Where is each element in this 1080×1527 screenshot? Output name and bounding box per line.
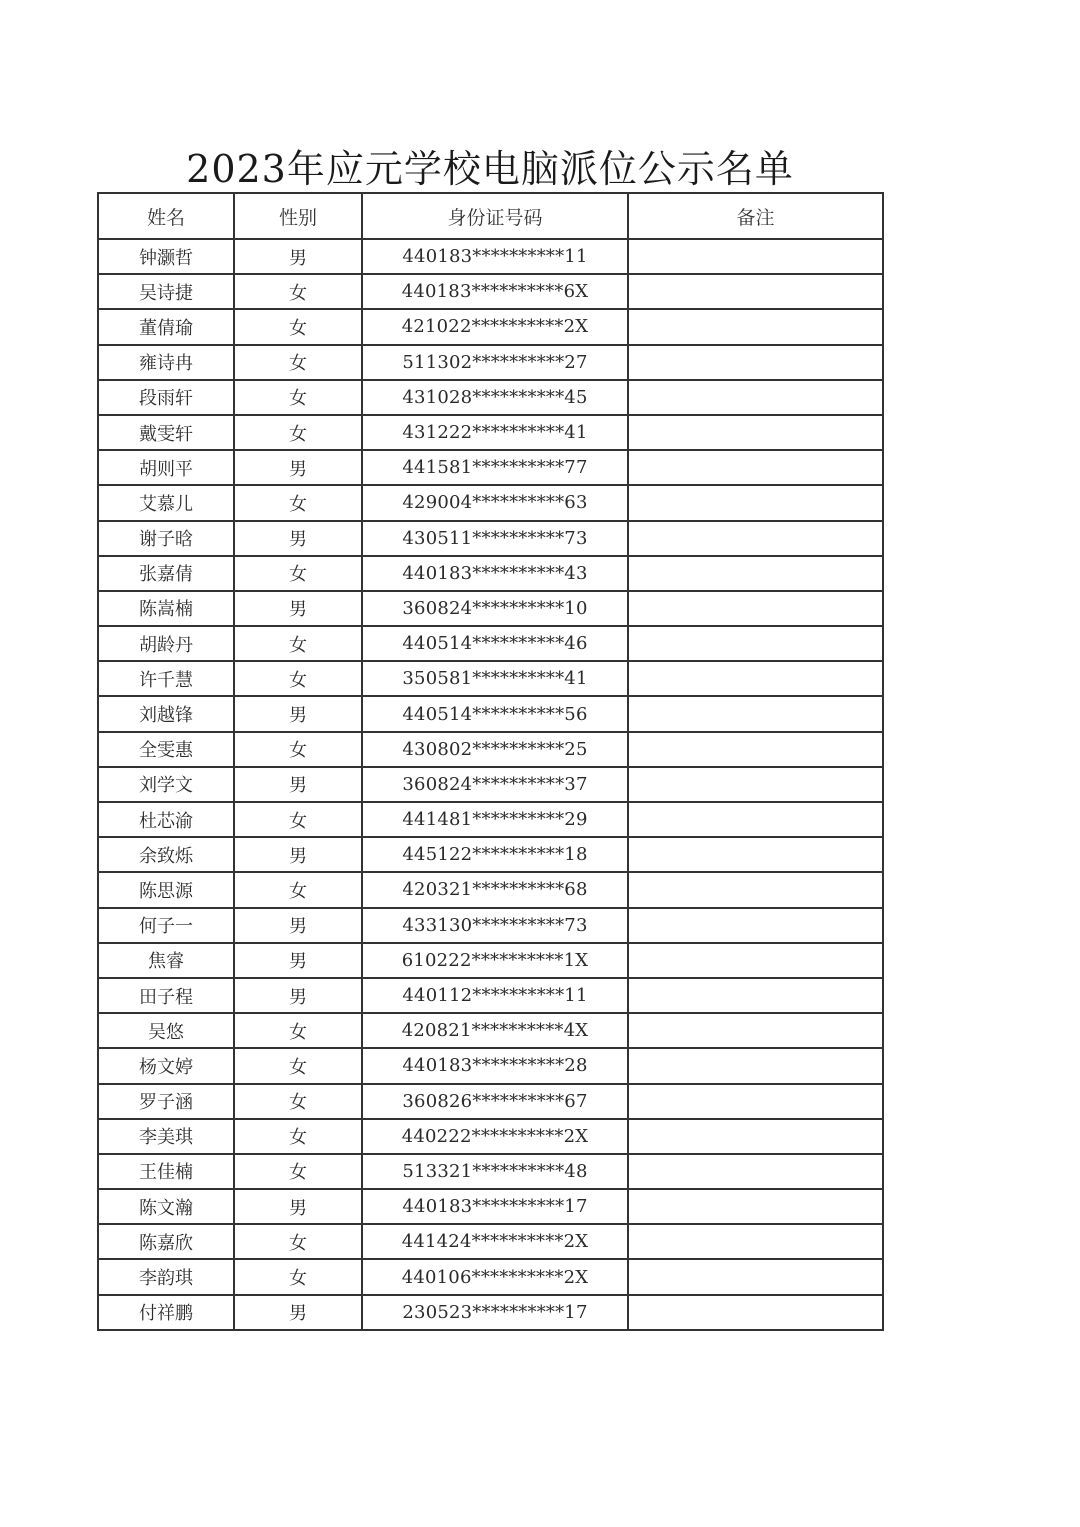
cell-id: 441581**********77 — [362, 450, 628, 485]
cell-id: 445122**********18 — [362, 837, 628, 872]
cell-gender: 男 — [234, 591, 362, 626]
table-row — [98, 1013, 883, 1048]
cell-name: 钟灏哲 — [98, 239, 234, 274]
cell-note — [628, 1259, 883, 1294]
cell-note — [628, 837, 883, 872]
cell-id: 420321**********68 — [362, 872, 628, 907]
cell-id: 440183**********11 — [362, 239, 628, 274]
cell-note — [628, 380, 883, 415]
cell-id: 440183**********43 — [362, 556, 628, 591]
cell-gender: 女 — [234, 380, 362, 415]
cell-note — [628, 626, 883, 661]
cell-gender: 男 — [234, 943, 362, 978]
cell-name: 雍诗冉 — [98, 345, 234, 380]
cell-note — [628, 415, 883, 450]
cell-gender: 女 — [234, 274, 362, 309]
cell-note — [628, 274, 883, 309]
cell-name: 段雨轩 — [98, 380, 234, 415]
cell-id: 511302**********27 — [362, 345, 628, 380]
cell-note — [628, 1295, 883, 1330]
header-id: 身份证号码 — [362, 193, 628, 239]
roster-table — [97, 192, 884, 1331]
cell-name: 王佳楠 — [98, 1154, 234, 1189]
cell-name: 余致烁 — [98, 837, 234, 872]
table-header-row — [98, 193, 883, 239]
cell-id: 430511**********73 — [362, 521, 628, 556]
cell-note — [628, 1154, 883, 1189]
cell-gender: 男 — [234, 767, 362, 802]
cell-name: 戴雯轩 — [98, 415, 234, 450]
header-note: 备注 — [628, 193, 883, 239]
cell-name: 吴悠 — [98, 1013, 234, 1048]
cell-name: 陈嘉欣 — [98, 1224, 234, 1259]
table-row — [98, 1189, 883, 1224]
cell-id: 440112**********11 — [362, 978, 628, 1013]
table-row — [98, 1084, 883, 1119]
cell-id: 230523**********17 — [362, 1295, 628, 1330]
cell-id: 441424**********2X — [362, 1224, 628, 1259]
cell-id: 433130**********73 — [362, 908, 628, 943]
cell-gender: 女 — [234, 802, 362, 837]
cell-note — [628, 767, 883, 802]
cell-id: 431222**********41 — [362, 415, 628, 450]
table-row — [98, 943, 883, 978]
cell-id: 420821**********4X — [362, 1013, 628, 1048]
cell-gender: 男 — [234, 908, 362, 943]
table-row — [98, 450, 883, 485]
cell-name: 陈文瀚 — [98, 1189, 234, 1224]
cell-gender: 女 — [234, 1224, 362, 1259]
cell-id: 440106**********2X — [362, 1259, 628, 1294]
cell-note — [628, 309, 883, 344]
cell-note — [628, 732, 883, 767]
table-row — [98, 908, 883, 943]
cell-note — [628, 1119, 883, 1154]
cell-name: 谢子晗 — [98, 521, 234, 556]
cell-id: 350581**********41 — [362, 661, 628, 696]
cell-name: 李韵琪 — [98, 1259, 234, 1294]
table-row — [98, 415, 883, 450]
cell-name: 胡龄丹 — [98, 626, 234, 661]
cell-id: 440222**********2X — [362, 1119, 628, 1154]
cell-name: 李美琪 — [98, 1119, 234, 1154]
cell-note — [628, 1084, 883, 1119]
cell-name: 许千慧 — [98, 661, 234, 696]
cell-gender: 女 — [234, 1084, 362, 1119]
cell-gender: 男 — [234, 1295, 362, 1330]
cell-name: 陈思源 — [98, 872, 234, 907]
cell-note — [628, 1224, 883, 1259]
cell-gender: 男 — [234, 450, 362, 485]
cell-gender: 女 — [234, 626, 362, 661]
table-row — [98, 1224, 883, 1259]
cell-name: 焦睿 — [98, 943, 234, 978]
cell-gender: 男 — [234, 696, 362, 731]
table-row — [98, 1295, 883, 1330]
cell-name: 付祥鹏 — [98, 1295, 234, 1330]
cell-gender: 女 — [234, 661, 362, 696]
cell-note — [628, 872, 883, 907]
cell-note — [628, 450, 883, 485]
cell-id: 440514**********56 — [362, 696, 628, 731]
cell-id: 431028**********45 — [362, 380, 628, 415]
cell-name: 罗子涵 — [98, 1084, 234, 1119]
table-row — [98, 1154, 883, 1189]
cell-note — [628, 908, 883, 943]
cell-id: 440514**********46 — [362, 626, 628, 661]
cell-note — [628, 978, 883, 1013]
cell-note — [628, 696, 883, 731]
header-name: 姓名 — [98, 193, 234, 239]
cell-name: 何子一 — [98, 908, 234, 943]
cell-name: 陈嵩楠 — [98, 591, 234, 626]
cell-gender: 女 — [234, 732, 362, 767]
table-row — [98, 274, 883, 309]
cell-name: 杨文婷 — [98, 1048, 234, 1083]
cell-note — [628, 1048, 883, 1083]
cell-gender: 女 — [234, 1154, 362, 1189]
cell-gender: 女 — [234, 345, 362, 380]
cell-note — [628, 1189, 883, 1224]
header-gender: 性别 — [234, 193, 362, 239]
table-row — [98, 661, 883, 696]
cell-gender: 男 — [234, 521, 362, 556]
cell-note — [628, 661, 883, 696]
cell-id: 360826**********67 — [362, 1084, 628, 1119]
page-title: 2023年应元学校电脑派位公示名单 — [186, 147, 794, 191]
table-row — [98, 978, 883, 1013]
table-row — [98, 485, 883, 520]
cell-gender: 男 — [234, 1189, 362, 1224]
table-row — [98, 380, 883, 415]
cell-id: 440183**********28 — [362, 1048, 628, 1083]
cell-id: 440183**********17 — [362, 1189, 628, 1224]
table-row — [98, 1048, 883, 1083]
cell-id: 440183**********6X — [362, 274, 628, 309]
cell-gender: 女 — [234, 1048, 362, 1083]
cell-name: 刘越锋 — [98, 696, 234, 731]
cell-gender: 女 — [234, 1013, 362, 1048]
table-row — [98, 837, 883, 872]
cell-note — [628, 485, 883, 520]
table-body — [98, 239, 883, 1330]
cell-note — [628, 1013, 883, 1048]
cell-name: 吴诗捷 — [98, 274, 234, 309]
cell-gender: 男 — [234, 837, 362, 872]
cell-id: 441481**********29 — [362, 802, 628, 837]
cell-name: 董倩瑜 — [98, 309, 234, 344]
cell-name: 刘学文 — [98, 767, 234, 802]
table-row — [98, 556, 883, 591]
cell-name: 胡则平 — [98, 450, 234, 485]
table-row — [98, 239, 883, 274]
cell-id: 513321**********48 — [362, 1154, 628, 1189]
cell-gender: 女 — [234, 556, 362, 591]
cell-gender: 女 — [234, 1259, 362, 1294]
cell-gender: 女 — [234, 872, 362, 907]
cell-name: 杜芯渝 — [98, 802, 234, 837]
cell-id: 610222**********1X — [362, 943, 628, 978]
cell-gender: 女 — [234, 415, 362, 450]
table-row — [98, 626, 883, 661]
cell-name: 艾慕儿 — [98, 485, 234, 520]
cell-note — [628, 521, 883, 556]
cell-note — [628, 345, 883, 380]
cell-note — [628, 591, 883, 626]
table-row — [98, 309, 883, 344]
cell-name: 田子程 — [98, 978, 234, 1013]
table-row — [98, 1259, 883, 1294]
cell-id: 360824**********10 — [362, 591, 628, 626]
cell-note — [628, 556, 883, 591]
cell-gender: 女 — [234, 1119, 362, 1154]
table-row — [98, 802, 883, 837]
table-row — [98, 872, 883, 907]
cell-name: 张嘉倩 — [98, 556, 234, 591]
cell-id: 421022**********2X — [362, 309, 628, 344]
cell-gender: 男 — [234, 239, 362, 274]
cell-note — [628, 943, 883, 978]
cell-id: 360824**********37 — [362, 767, 628, 802]
table-row — [98, 732, 883, 767]
table-row — [98, 591, 883, 626]
table-row — [98, 345, 883, 380]
cell-id: 429004**********63 — [362, 485, 628, 520]
table-row — [98, 521, 883, 556]
table-row — [98, 767, 883, 802]
cell-gender: 女 — [234, 309, 362, 344]
table-row — [98, 1119, 883, 1154]
cell-note — [628, 239, 883, 274]
cell-name: 全雯惠 — [98, 732, 234, 767]
cell-gender: 女 — [234, 485, 362, 520]
cell-id: 430802**********25 — [362, 732, 628, 767]
cell-note — [628, 802, 883, 837]
cell-gender: 男 — [234, 978, 362, 1013]
table-row — [98, 696, 883, 731]
